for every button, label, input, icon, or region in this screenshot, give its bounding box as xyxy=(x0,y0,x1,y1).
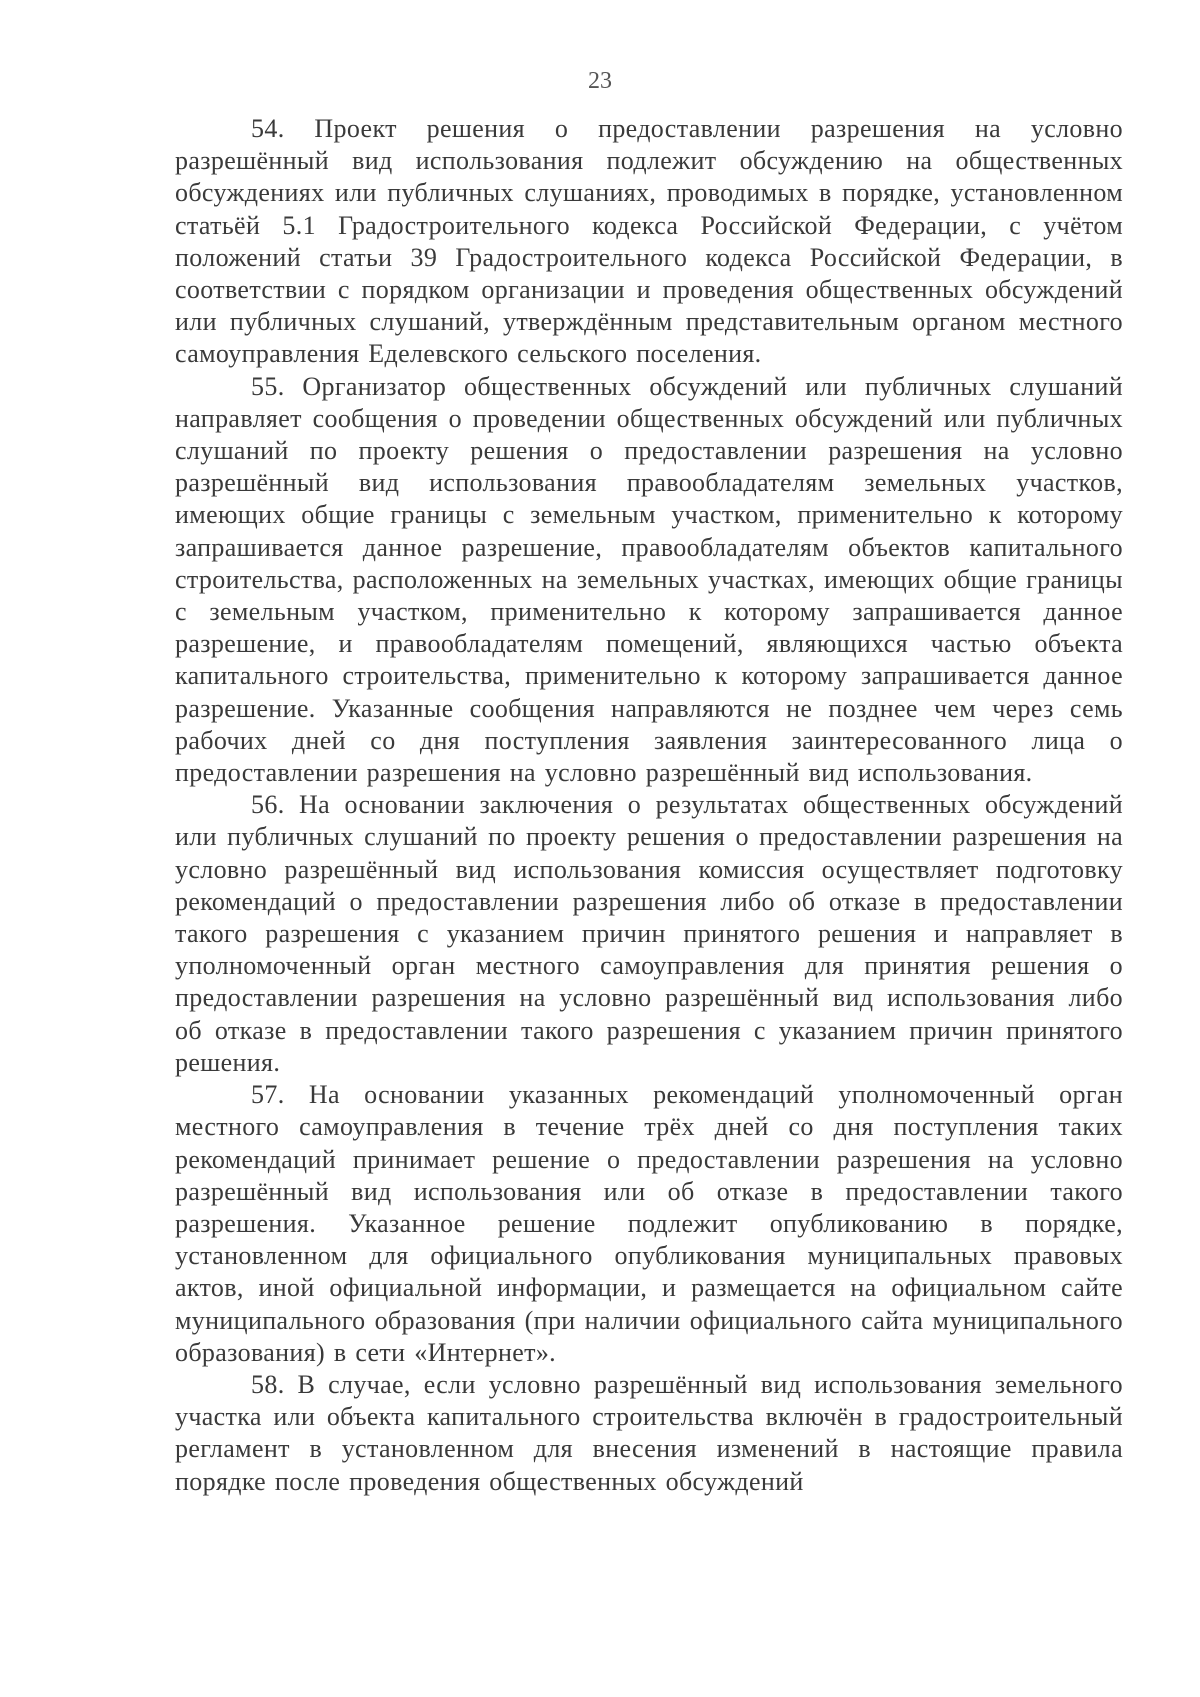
paragraph-58: 58. В случае, если условно разрешённый вид использования земельного участка или объекта капитального строительства включён в градостроительный регламент в установленном для внесения изменений в настоящие правила порядке после проведения общественных обсуждений xyxy=(175,1369,1123,1496)
paragraph-54: 54. Проект решения о предоставлении разрешения на условно разрешённый вид использования подлежит обсуждению на общественных обсуждениях или публичных слушаниях, проводимых в порядке, установленном статьёй 5.1 Градостроительного кодекса Российской Федерации, с учётом положений статьи 39 Градостроительного кодекса Российской Федерации, в соответствии с порядком организации и проведения общественных обсуждений или публичных слушаний, утверждённым представительным органом местного самоуправления Еделевского сельского поселения. xyxy=(175,114,1123,369)
paragraph-56: 56. На основании заключения о результатах общественных обсуждений или публичных слушаний по проекту решения о предоставлении разрешения на условно разрешённый вид использования комиссия осуществляет подготовку рекомендаций о предоставлении разрешения либо об отказе в предоставлении такого разрешения с указанием причин принятого решения и направляет в уполномоченный орган местного самоуправления для принятия решения о предоставлении разрешения на условно разрешённый вид использования либо об отказе в предоставлении такого разрешения с указанием причин принятого решения. xyxy=(175,790,1123,1077)
document-body xyxy=(175,113,1123,1498)
paragraph-55: 55. Организатор общественных обсуждений или публичных слушаний направляет сообщения о проведении общественных обсуждений или публичных слушаний по проекту решения о предоставлении разрешения на условно разрешённый вид использования правообладателям земельных участков, имеющих общие границы с земельным участком, применительно к которому запрашивается данное разрешение, правообладателям объектов капитального строительства, расположенных на земельных участках, имеющих общие границы с земельным участком, применительно к которому запрашивается данное разрешение, и правообладателям помещений, являющихся частью объекта капитального строительства, применительно к которому запрашивается данное разрешение. Указанные сообщения направляются не позднее чем через семь рабочих дней со дня поступления заявления заинтересованного лица о предоставлении разрешения на условно разрешённый вид использования. xyxy=(175,371,1123,788)
paragraph-57: 57. На основании указанных рекомендаций уполномоченный орган местного самоуправления в течение трёх дней со дня поступления таких рекомендаций принимает решение о предоставлении разрешения на условно разрешённый вид использования или об отказе в предоставлении такого разрешения. Указанное решение подлежит опубликованию в порядке, установленном для официального опубликования муниципальных правовых актов, иной официальной информации, и размещается на официальном сайте муниципального образования (при наличии официального сайта муниципального образования) в сети «Интернет». xyxy=(175,1080,1123,1367)
page-number: 23 xyxy=(588,68,612,94)
